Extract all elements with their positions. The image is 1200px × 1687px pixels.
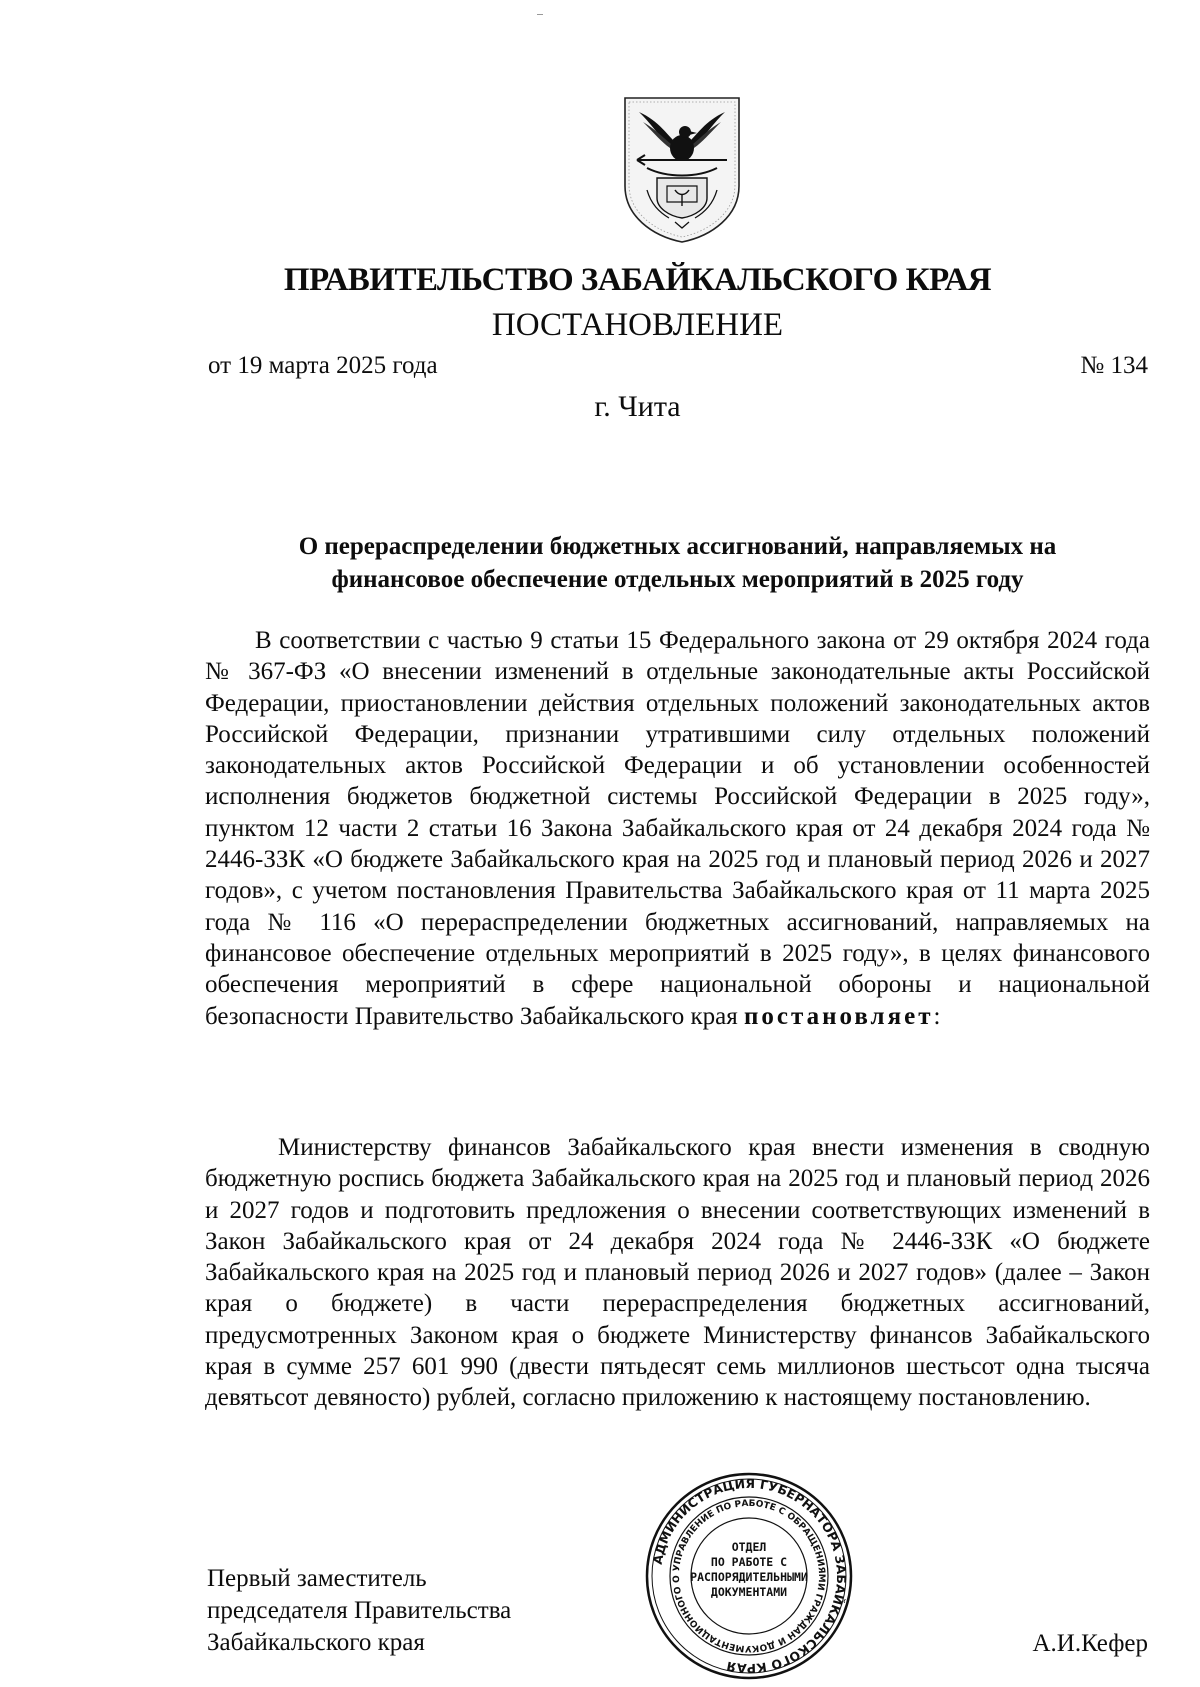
stamp-outer-text: АДМИНИСТРАЦИЯ ГУБЕРНАТОРА ЗАБАЙКАЛЬСКОГО КРАЯ	[649, 1475, 850, 1677]
stamp-center-line-4: ДОКУМЕНТАМИ	[710, 1585, 788, 1599]
document-number: № 134	[1080, 352, 1148, 379]
stamp-center-text	[673, 1540, 825, 1600]
stamp-center-line-2: ПО РАБОТЕ С	[710, 1555, 788, 1569]
signer-name: А.И.Кефер	[1032, 1630, 1148, 1657]
stamp-center-line-1: ОТДЕЛ	[731, 1540, 767, 1554]
paragraph-1-text: В соответствии с частью 9 статьи 15 Федерального закона от 29 октября 2024 года № 367-ФЗ «О внесении изменений в отдельные законодательные акты Российской Федерации, приостановлении действия отдельных положений законодательных актов Российской Федерации, признании утратившими силу отдельных положений законодательных актов Российской Федерации и об установлении особенностей исполнения бюджетов бюджетной системы Российской Федерации в 2025 году», пунктом 12 части 2 статьи 16 Закона Забайкальского края от 24 декабря 2024 года № 2446-ЗЗК «О бюджете Забайкальского края на 2025 год и плановый период 2026 и 2027 годов», с учетом постановления Правительства Забайкальского края от 11 марта 2025 года № 116 «О перераспределении бюджетных ассигнований, направляемых на финансовое обеспечение отдельных мероприятий в 2025 году», в целях финансового обеспечения мероприятий в сфере национальной обороны и национальной безопасности Правительство Забайкальского края	[205, 627, 1150, 1030]
body-paragraph-1	[205, 625, 1150, 1032]
scan-mark	[537, 14, 543, 15]
body-paragraph-2: Министерству финансов Забайкальского края внести изменения в сводную бюджетную роспись бюджета Забайкальского края на 2025 год и плановый период 2026 и 2027 годов и подготовить предложения о внесении соответствующих изменений в Закон Забайкальского края от 24 декабря 2024 года № 2446-ЗЗК «О бюджете Забайкальского края на 2025 год и плановый период 2026 и 2027 годов» (далее – Закон края о бюджете) в части перераспределения бюджетных ассигнований, предусмотренных Законом края о бюджете Министерству финансов Забайкальского края в сумме 257 601 990 (двести пятьдесят семь миллионов шестьсот одна тысяча девятьсот девяносто) рублей, согласно приложению к настоящему постановлению.	[205, 1134, 1150, 1412]
heading-line-2: финансовое обеспечение отдельных мероприятий в 2025 году	[331, 566, 1024, 593]
heading-line-1: О перераспределении бюджетных ассигнований, направляемых на	[298, 533, 1057, 560]
signer-position-line-1: Первый заместитель	[207, 1565, 427, 1592]
signer-position	[207, 1563, 511, 1659]
document-heading	[205, 530, 1150, 596]
paragraph-1-end: :	[933, 1002, 941, 1030]
resolves-keyword: постановляет	[744, 1002, 934, 1030]
coat-of-arms-icon	[617, 94, 747, 244]
stamp-center-line-3: РАСПОРЯДИТЕЛЬНЫМИ	[690, 1570, 808, 1584]
document-city: г. Чита	[594, 390, 681, 423]
official-stamp	[643, 1470, 855, 1682]
document-type: ПОСТАНОВЛЕНИЕ	[491, 307, 784, 343]
signer-position-line-3: Забайкальского края	[207, 1629, 425, 1656]
document-date: от 19 марта 2025 года	[208, 352, 438, 379]
signer-position-line-2: председателя Правительства	[207, 1597, 512, 1624]
stamp-inner-text: УПРАВЛЕНИЕ ПО РАБОТЕ С ОБРАЩЕНИЯМИ ГРАЖДАН И ДОКУМЕНТАЦИОННОГО О	[671, 1498, 827, 1654]
organization-title: ПРАВИТЕЛЬСТВО ЗАБАЙКАЛЬСКОГО КРАЯ	[283, 262, 992, 298]
